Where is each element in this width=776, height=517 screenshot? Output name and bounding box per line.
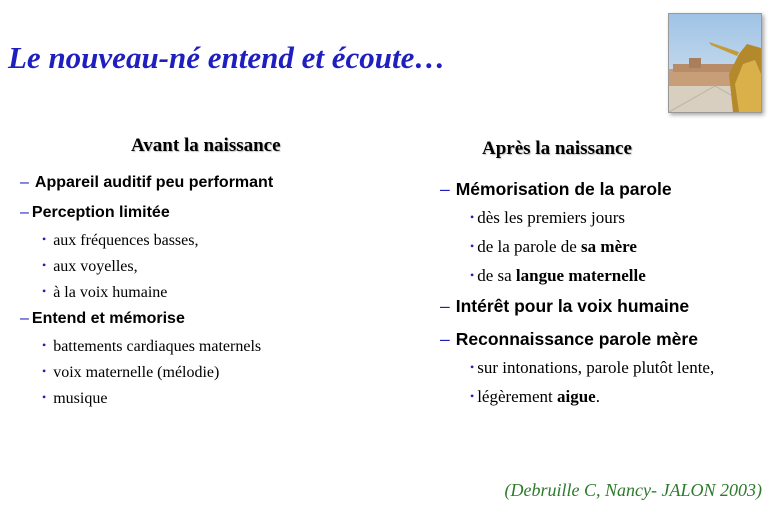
list-item-text: sur intonations, parole plutôt lente, bbox=[477, 358, 715, 377]
bullet-icon: • bbox=[470, 389, 475, 403]
emphasis-text: aigue bbox=[556, 387, 596, 406]
list-item-text: Mémorisation de la parole bbox=[455, 179, 672, 199]
list-item-text: aux fréquences basses, bbox=[53, 232, 199, 249]
list-item bbox=[42, 364, 219, 382]
list-item bbox=[470, 358, 714, 378]
list-item-text: de la parole de bbox=[477, 237, 582, 256]
list-item-text: musique bbox=[53, 390, 108, 407]
bullet-icon: • bbox=[42, 390, 47, 404]
bullet-icon: • bbox=[42, 284, 47, 298]
list-item: – Perception limitée bbox=[20, 204, 170, 221]
list-item bbox=[42, 258, 138, 276]
list-item-text: battements cardiaques maternels bbox=[53, 338, 262, 355]
list-item: – Mémorisation de la parole bbox=[440, 179, 672, 199]
list-item-text: aux voyelles, bbox=[53, 258, 138, 275]
list-item: – Appareil auditif peu performant bbox=[20, 174, 274, 191]
list-item: – Entend et mémorise bbox=[20, 310, 185, 327]
list-item-text: Reconnaissance parole mère bbox=[455, 329, 698, 349]
bullet-icon: • bbox=[470, 210, 475, 224]
right-heading: Après la naissance bbox=[482, 138, 632, 159]
list-item bbox=[470, 387, 600, 407]
bullet-icon: • bbox=[42, 232, 47, 246]
list-item bbox=[470, 237, 637, 257]
left-heading: Avant la naissance bbox=[131, 135, 281, 156]
list-item-text: Appareil auditif peu performant bbox=[34, 174, 274, 191]
list-item-text: voix maternelle (mélodie) bbox=[53, 364, 220, 381]
list-item-text: Entend et mémorise bbox=[31, 310, 185, 327]
list-item-suffix: . bbox=[595, 387, 600, 406]
list-item-text: Perception limitée bbox=[31, 204, 170, 221]
list-item bbox=[42, 284, 167, 302]
bullet-icon: • bbox=[470, 239, 475, 253]
list-item bbox=[42, 338, 261, 356]
city-square-photo bbox=[668, 13, 762, 113]
emphasis-text: sa mère bbox=[581, 237, 637, 256]
bullet-icon: • bbox=[42, 364, 47, 378]
bullet-icon: • bbox=[470, 268, 475, 282]
list-item: – Reconnaissance parole mère bbox=[440, 329, 698, 349]
list-item bbox=[470, 266, 646, 286]
citation: (Debruille C, Nancy- JALON 2003) bbox=[504, 480, 762, 500]
bullet-icon: • bbox=[42, 338, 47, 352]
bullet-icon: • bbox=[42, 258, 47, 272]
list-item bbox=[42, 390, 107, 408]
list-item bbox=[42, 232, 198, 250]
list-item-text: légèrement bbox=[477, 387, 557, 406]
list-item-text: à la voix humaine bbox=[53, 284, 168, 301]
bullet-icon: • bbox=[470, 360, 475, 374]
list-item-text: dès les premiers jours bbox=[477, 208, 625, 227]
list-item-text: de sa bbox=[477, 266, 516, 285]
emphasis-text: langue maternelle bbox=[515, 266, 646, 285]
list-item: – Intérêt pour la voix humaine bbox=[440, 296, 690, 316]
slide-title: Le nouveau-né entend et écoute… bbox=[8, 40, 446, 75]
list-item-text: Intérêt pour la voix humaine bbox=[455, 296, 690, 316]
list-item bbox=[470, 208, 625, 228]
